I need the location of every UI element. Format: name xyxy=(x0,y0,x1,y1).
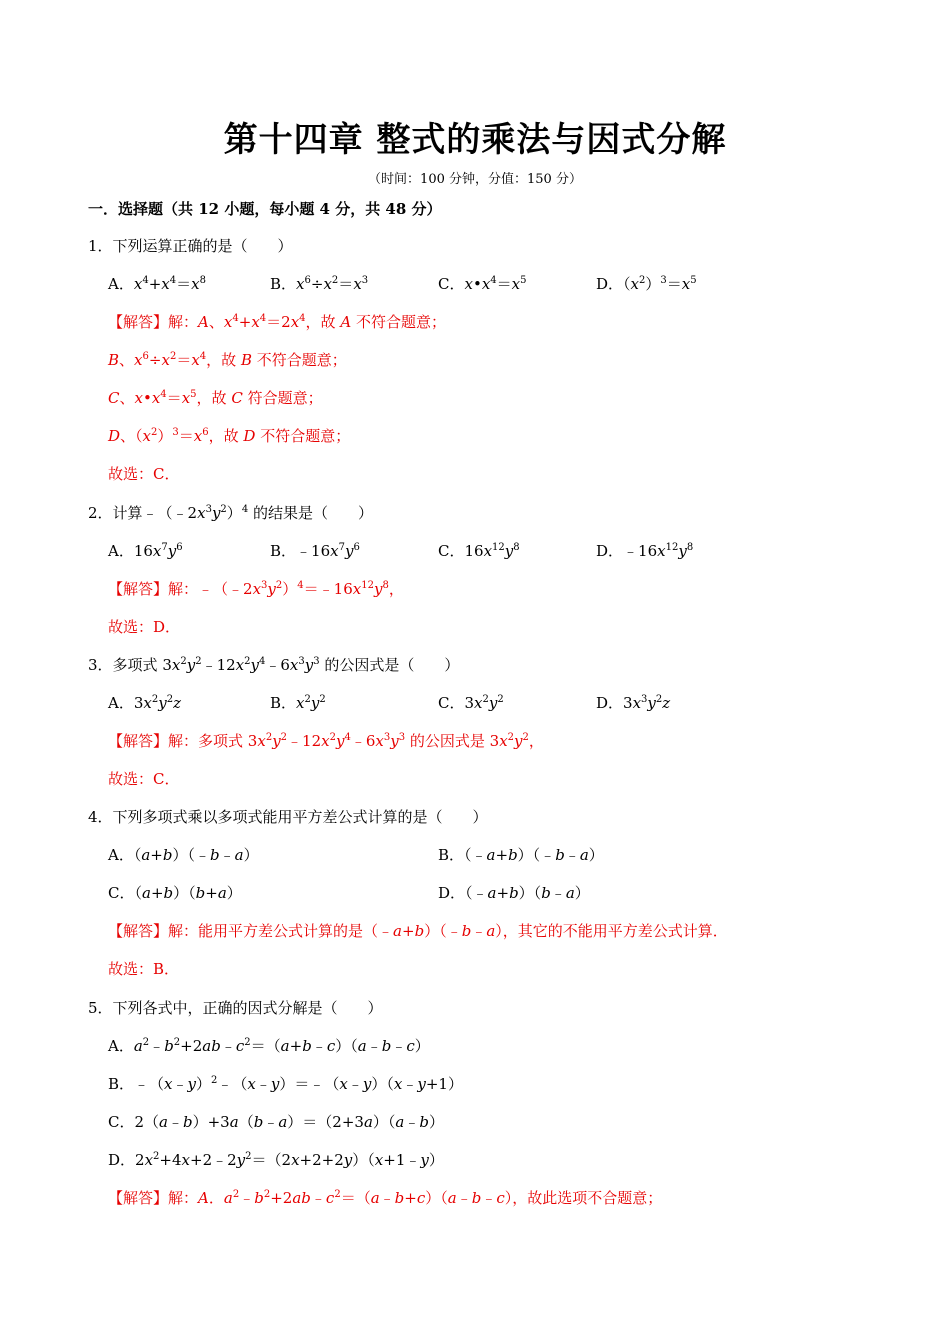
q5-option-a: A．$a^2﹣b^2+2ab﹣c^2=(a+b﹣c)(a﹣b﹣c)$ xyxy=(108,1037,430,1055)
q4-option-b: B．（﹣a+b）（﹣b﹣a） xyxy=(438,846,604,864)
q2-option-b: B．$﹣16x^7y^6$ xyxy=(270,542,360,560)
q4-choose: 故选：B． xyxy=(108,960,180,978)
q2-option-c: C．$16x^{12}y^8$ xyxy=(438,542,520,560)
q1-choose: 故选：C． xyxy=(108,465,180,483)
q1-answer-a: 【解答】解：A、$x^4+x^4=2x^4$，故 A 不符合题意； xyxy=(108,313,446,331)
question-2-stem: 2．计算$﹣(﹣2x^3y^2)^4$ 的结果是（ ） xyxy=(88,504,373,522)
q1-answer-c: C、$x•x^4=x^5$，故 C 符合题意； xyxy=(108,389,323,407)
q5-option-b: B．﹣（x﹣y）$^2$﹣（x﹣y）＝﹣（x﹣y）（x﹣y+1） xyxy=(108,1075,463,1093)
q3-option-c: C．$3x^2y^2$ xyxy=(438,694,504,712)
q3-answer: 【解答】解：多项式 $3x^2y^2﹣12x^2y^4﹣6x^3y^3$ 的公因式是 $3x^2y^2$， xyxy=(108,732,544,750)
q2-option-a: A．$16x^7y^6$ xyxy=(108,542,183,560)
q2-option-d: D．$﹣16x^{12}y^8$ xyxy=(596,542,694,560)
q4-option-c: C．（a+b）（b+a） xyxy=(108,884,242,902)
question-5-stem: 5．下列各式中，正确的因式分解是（ ） xyxy=(88,999,383,1017)
section-heading: 一．选择题（共 12 小题，每小题 4 分，共 48 分） xyxy=(88,200,442,218)
page-title: 第十四章 整式的乘法与因式分解 xyxy=(223,120,727,160)
q4-answer: 【解答】解：能用平方差公式计算的是（﹣a+b）（﹣b﹣a），其它的不能用平方差公式计算． xyxy=(108,922,728,940)
q3-option-b: B．$x^2y^2$ xyxy=(270,694,326,712)
question-4-stem: 4．下列多项式乘以多项式能用平方差公式计算的是（ ） xyxy=(88,808,488,826)
q3-option-d: D．$3x^3y^2z$ xyxy=(596,694,671,712)
q1-option-a: A．$x^4+x^4=x^8$ xyxy=(108,275,206,293)
q1-answer-d: D、$(x^2)^3=x^6$，故 D 不符合题意； xyxy=(108,427,351,445)
q5-answer-a: 【解答】解：A．$a^2﹣b^2+2ab﹣c^2=(a﹣b+c)(a﹣b﹣c)$，故此选项不合题意； xyxy=(108,1189,663,1207)
q3-choose: 故选：C． xyxy=(108,770,180,788)
q3-option-a: A．$3x^2y^2z$ xyxy=(108,694,181,712)
question-3-stem: 3．多项式 $3x^2y^2﹣12x^2y^4﹣6x^3y^3$ 的公因式是（ ） xyxy=(88,656,460,674)
q5-option-d: D．$2x^2+4x+2﹣2y^2=(2x+2+2y)(x+1﹣y)$ xyxy=(108,1151,444,1169)
q1-option-d: D．$(x^2)^3=x^5$ xyxy=(596,275,697,293)
q1-answer-b: B、$x^6\div x^2=x^4$，故 B 不符合题意； xyxy=(108,351,347,369)
q2-choose: 故选：D． xyxy=(108,618,181,636)
q2-answer: 【解答】解：$﹣(﹣2x^3y^2)^4=﹣16x^{12}y^8$， xyxy=(108,580,404,598)
q5-option-c: C．2（a﹣b）+3a（b﹣a）＝（2+3a）（a﹣b） xyxy=(108,1113,444,1131)
q4-option-a: A．（a+b）（﹣b﹣a） xyxy=(108,846,259,864)
q1-option-b: B．$x^6\div x^2=x^3$ xyxy=(270,275,369,293)
q4-option-d: D．（﹣a+b）（b﹣a） xyxy=(438,884,590,902)
q1-option-c: C．$x•x^4=x^5$ xyxy=(438,275,527,293)
question-1-stem: 1．下列运算正确的是（ ） xyxy=(88,237,293,255)
page-subtitle: （时间：100 分钟，分值：150 分） xyxy=(368,172,582,187)
